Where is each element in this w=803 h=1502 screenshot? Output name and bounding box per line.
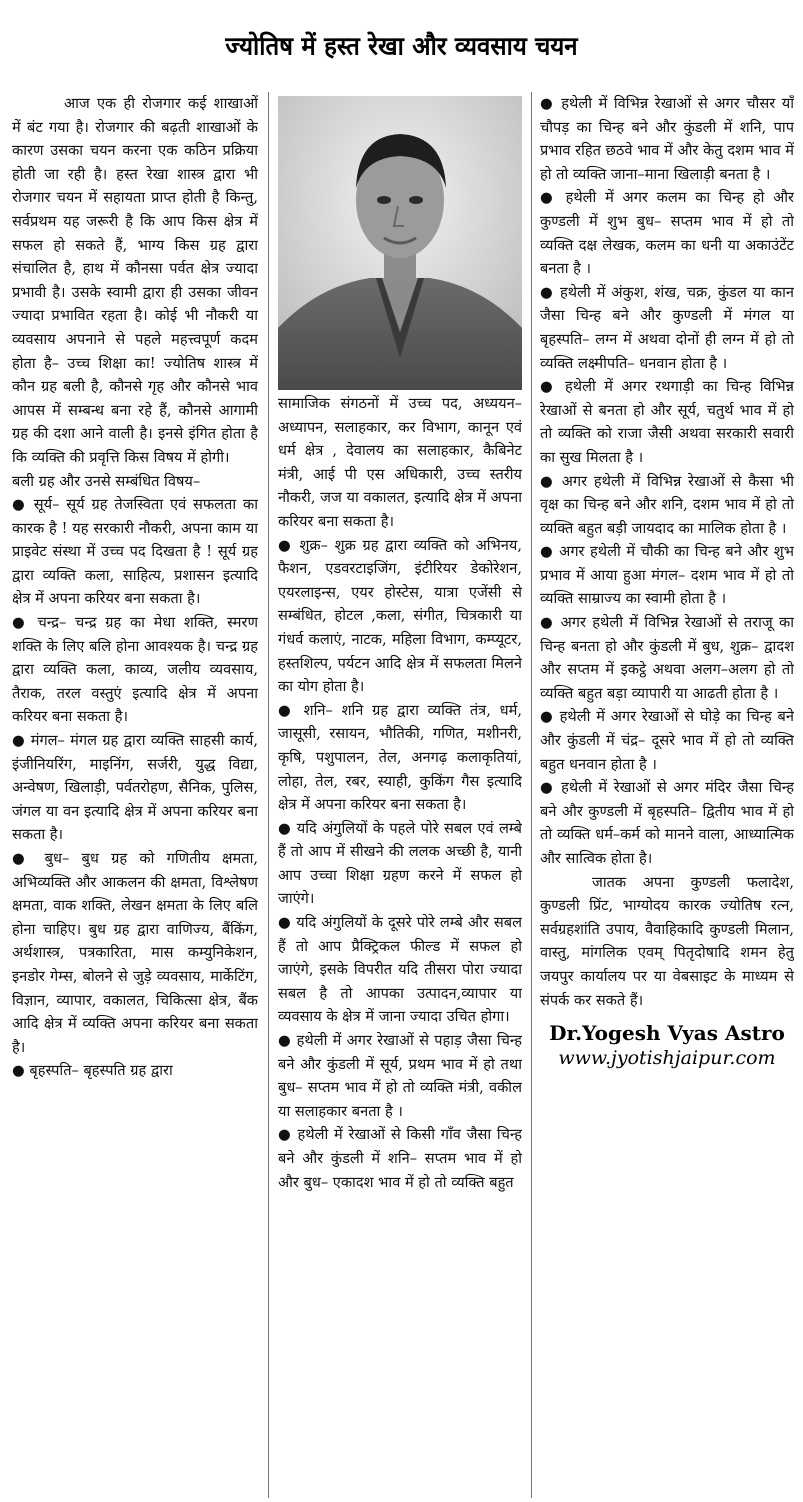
intro-paragraph: आज एक ही रोजगार कई शाखाओं में बंट गया है। रोजगार की बढ़ती शाखाओं के कारण उसका चयन करना एक कठिन प्रक्रिया होती जा रही है। हस्त रेखा शास्त्र द्वारा भी रोजगार चयन में सहायता प्राप्त होती है किन्तु, सर्वप्रथम यह जरूरी है कि आप किस क्षेत्र में सफल हो सकते हैं, भाग्य किस ग्रह द्वारा संचालित है, हाथ में कौनसा पर्वत क्षेत्र ज्यादा प्रभावी है। उसके स्वामी द्वारा ही उसका जीवन ज्यादा प्रभावित रहता है। कोई भी नौकरी या व्यवसाय अपनाने से पहले महत्त्वपूर्ण कदम होता है– उच्च शिक्षा का! ज्योतिष शास्त्र में कौन ग्रह बली है, कौनसे गृह और कौनसे भाव आपस में सम्बन्ध बना रहे हैं, कौनसे आगामी ग्रह की दशा आने वाली है। इनसे इंगित होता है कि व्यक्ति की प्रवृत्ति किस विषय में होगी। (12, 95, 258, 466)
author-signature: Dr.Yogesh Vyas Astro (549, 1021, 785, 1046)
website-link[interactable]: www.jyotishjaipur.com (558, 1047, 776, 1070)
author-portrait-photo (278, 96, 522, 390)
paragraph-chandra: ● चन्द्र– चन्द्र ग्रह का मेधा शक्ति, स्मरण शक्ति के लिए बलि होना आवश्यक है। चन्द्र ग्रह द्वारा व्यक्ति कला, काव्य, जलीय व्यवसाय, तैराक, तरल वस्तुएं इत्यादि क्षेत्र में अपना करियर बना सकता है। (12, 614, 258, 726)
headline: ज्योतिष में हस्त रेखा और व्यवसाय चयन (225, 30, 578, 61)
column-divider-2 (531, 92, 532, 1498)
paragraph-chariot-sign: ● हथेली में अगर रथगाड़ी का चिन्ह विभिन्न रेखाओं से बनता हो और सूर्य, चतुर्थ भाव में हो तो व्यक्ति को राजा जैसी अथवा सरकारी सवारी का सुख मिलता है । (540, 378, 794, 466)
column-1 (12, 92, 258, 1498)
column-3 (540, 92, 794, 1498)
portrait-icon (278, 96, 522, 390)
paragraph-horse-sign: ● हथेली में अगर रेखाओं से घोड़े का चिन्ह बने और कुंडली में चंद्र– दूसरे भाव में हो तो व्यक्ति बहुत धनवान होता है । (540, 708, 794, 773)
paragraph-ankush-sign: ● हथेली में अंकुश, शंख, चक्र, कुंडल या कान जैसा चिन्ह बने और कुण्डली में मंगल या बृहस्पति– लग्न में अथवा दोनों ही लग्न में हो तो व्यक्ति लक्ष्मीपति– धनवान होता है । (540, 283, 794, 372)
paragraph-budh: ● बुध– बुध ग्रह को गणितीय क्षमता, अभिव्यक्ति और आकलन की क्षमता, विश्लेषण क्षमता, वाक शक्ति, लेखन क्षमता के लिए बलि होना चाहिए। बुध ग्रह द्वारा वाणिज्य, बैंकिंग, अर्थशास्त्र, पत्रकारिता, मास कम्युनिकेशन, इनडोर गेम्स, बोलने से जुड़े व्यवसाय, मार्केटिंग, विज्ञान, व्यापार, वकालत, चिकित्सा क्षेत्र, बैंक आदि क्षेत्र में व्यक्ति अपना करियर बना सकता है। (12, 850, 258, 1056)
contact-paragraph: जातक अपना कुण्डली फलादेश, कुण्डली प्रिंट, भाग्योदय कारक ज्योतिष रत्न, सर्वग्रहशांति उपाय, वैवाहिकादि कुण्डली मिलान, वास्तु, मांगलिक एवम् पितृदोषादि शमन हेतु जयपुर कार्यालय पर या वेबसाइट के माध्यम से संपर्क कर सकते हैं। (540, 873, 794, 1009)
paragraph-shani: ● शनि– शनि ग्रह द्वारा व्यक्ति तंत्र, धर्म, जासूसी, रसायन, भौतिकी, गणित, मशीनरी, कृषि, पशुपालन, तेल, अनगढ़ कलाकृतियां, लोहा, तेल, रबर, स्याही, कुकिंग गैस इत्यादि क्षेत्र में अपना करियर बना सकता है। (278, 701, 522, 814)
paragraph-second-phalanges: ● यदि अंगुलियों के दूसरे पोरे लम्बे और सबल हैं तो आप प्रैक्ट्रिकल फील्ड में सफल हो जाएंगे, इसके विपरीत यदि तीसरा पोरा ज्यादा सबल है तो आपका उत्पादन,व्यापार या व्यवसाय के क्षेत्र में जाना ज्यादा उचित होगा। (278, 914, 522, 1026)
paragraph-surya: ● सूर्य– सूर्य ग्रह तेजस्विता एवं सफलता का कारक है ! यह सरकारी नौकरी, अपना काम या प्राइवेट संस्था में उच्च पद दिखता है ! सूर्य ग्रह द्वारा व्यक्ति कला, साहित्य, प्रशासन इत्यादि क्षेत्र में अपना करियर बना सकता है। (12, 496, 258, 608)
paragraph-scale-sign: ● अगर हथेली में विभिन्न रेखाओं से तराजू का चिन्ह बनता हो और कुंडली में बुध, शुक्र– द्वादश और सप्तम में इकट्ठे अथवा अलग–अलग हो तो व्यक्ति बहुत बड़ा व्यापारी या आढती होता है । (540, 614, 794, 702)
column-divider-1 (268, 92, 269, 1498)
paragraph-chowki-sign: ● अगर हथेली में चौकी का चिन्ह बने और शुभ प्रभाव में आया हुआ मंगल– दशम भाव में हो तो व्यक्ति साम्राज्य का स्वामी होता है । (540, 543, 794, 608)
paragraph-tree-sign: ● अगर हथेली में विभिन्न रेखाओं से कैसा भी वृक्ष का चिन्ह बने और शनि, दशम भाव में हो तो व्यक्ति बहुत बड़ी जायदाद का मालिक होता है । (540, 472, 794, 537)
section-heading: बली ग्रह और उनसे सम्बंधित विषय– (12, 472, 201, 490)
paragraph-mountain-sign: ● हथेली में अगर रेखाओं से पहाड़ जैसा चिन्ह बने और कुंडली में सूर्य, प्रथम भाव में हो तथा बुध– सप्तम भाव में हो तो व्यक्ति मंत्री, वकील या सलाहकार बनता है । (278, 1032, 522, 1120)
paragraph-pen-sign: ● हथेली में अगर कलम का चिन्ह हो और कुण्डली में शुभ बुध– सप्तम भाव में हो तो व्यक्ति दक्ष लेखक, कलम का धनी या अकाउंटेंट बनता है । (540, 189, 794, 278)
paragraph-brihaspati: ● बृहस्पति– बृहस्पति ग्रह द्वारा (12, 1062, 173, 1080)
paragraph-continued: सामाजिक संगठनों में उच्च पद, अध्ययन–अध्यापन, सलाहकार, कर विभाग, कानून एवं धर्म क्षेत्र , देवालय का सलाहकार, कैबिनेट मंत्री, आई पी एस अधिकारी, उच्च स्तरीय नौकरी, जज या वकालत, इत्यादि क्षेत्र में अपना करियर बना सकता है। (278, 395, 522, 530)
paragraph-shukra: ● शुक्र– शुक्र ग्रह द्वारा व्यक्ति को अभिनय, फैशन, एडवरटाइजिंग, इंटीरियर डेकोरेशन, एयरलाइन्स, एयर होस्टेस, यात्रा एजेंसी से सम्बंधित, होटल ,कला, संगीत, चित्रकारी या गंधर्व कलाएं, नाटक, महिला विभाग, कम्प्यूटर, हस्तशिल्प, पर्यटन आदि क्षेत्र में सफलता मिलने का योग होता है। (278, 536, 522, 696)
paragraph-first-phalanges: ● यदि अंगुलियों के पहले पोरे सबल एवं लम्बे हैं तो आप में सीखने की ललक अच्छी है, यानी आप उच्चा शिक्षा ग्रहण करने में सफल हो जाएंगे। (278, 819, 522, 908)
paragraph-chausar-sign: ● हथेली में विभिन्न रेखाओं से अगर चौसर याँ चौपड़ का चिन्ह बने और कुंडली में शनि, पाप प्रभाव रहित छठवे भाव में और केतु दशम भाव में हो तो व्यक्ति जाना–माना खिलाड़ी बनता है । (540, 95, 794, 183)
column-2 (278, 392, 522, 1498)
paragraph-temple-sign: ● हथेली में रेखाओं से अगर मंदिर जैसा चिन्ह बने और कुण्डली में बृहस्पति– द्वितीय भाव में हो तो व्यक्ति धर्म–कर्म को मानने वाला, आध्यात्मिक और सात्विक होता है। (540, 779, 794, 867)
paragraph-mangal: ● मंगल– मंगल ग्रह द्वारा व्यक्ति साहसी कार्य, इंजीनियरिंग, माइनिंग, सर्जरी, युद्ध विद्या, अन्वेषण, खिलाड़ी, पर्वतरोहण, सैनिक, पुलिस, जंगल या वन इत्यादि क्षेत्र में अपना करियर बना सकता है। (12, 732, 258, 844)
paragraph-village-sign: ● हथेली में रेखाओं से किसी गाँव जैसा चिन्ह बने और कुंडली में शनि– सप्तम भाव में हो और बुध– एकादश भाव में हो तो व्यक्ति बहुत (278, 1126, 522, 1191)
